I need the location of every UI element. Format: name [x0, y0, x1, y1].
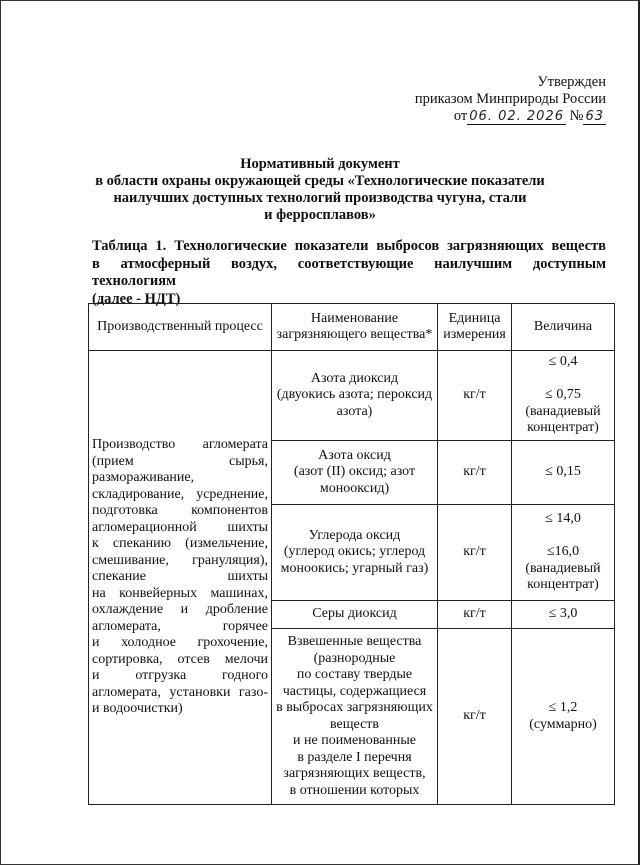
header-substance: Наименование загрязняющего вещества*: [272, 304, 438, 351]
process-line: агломерационной шихты: [92, 519, 268, 535]
value-cell: [512, 601, 615, 629]
unit-cell: кг/т: [438, 601, 512, 629]
approval-line-1: Утвержден: [537, 74, 606, 90]
date-prefix: от: [453, 108, 468, 124]
substance-line: Азота диоксид: [310, 370, 399, 386]
process-line: Производство агломерата: [92, 437, 268, 453]
process-line: агломерата, горячее: [92, 618, 268, 634]
title-line: Нормативный документ: [240, 156, 400, 172]
substance-line: частицы, содержащиеся: [282, 683, 427, 699]
value-line: ≤ 1,2: [548, 700, 578, 715]
substance-cell: [272, 601, 438, 629]
process-line: сортировка, отсев мелочи: [92, 651, 268, 667]
header-unit: Единица измерения: [438, 304, 512, 351]
unit-cell: кг/т: [438, 629, 512, 805]
substance-line: Углерода оксид: [308, 527, 401, 543]
value-line: (ванадиевый: [525, 403, 601, 419]
process-line: складирование, усреднение,: [92, 486, 268, 502]
value-cell: [512, 505, 615, 601]
unit-cell: кг/т: [438, 505, 512, 601]
title-line: наилучших доступных технологий производства чугуна, стали: [113, 190, 527, 206]
caption-line: (далее - НДТ): [92, 290, 181, 307]
process-line: и холодное грохочение,: [92, 635, 268, 651]
substance-line: (разнородные: [313, 650, 396, 666]
substance-line: азота): [336, 403, 373, 419]
value-line: ≤ 0,15: [545, 464, 581, 480]
substance-cell: [272, 505, 438, 601]
substance-line: в выбросах загрязняющих: [276, 700, 433, 715]
substance-cell: [272, 351, 438, 441]
approval-date-line: [415, 108, 606, 125]
value-line: ≤ 0,75: [545, 387, 581, 403]
order-number: 63: [585, 109, 604, 124]
table-header-row: [89, 304, 615, 351]
substance-line: в разделе I перечня: [297, 749, 412, 765]
value-line: ≤16,0: [546, 544, 580, 560]
title-line: и ферросплавов»: [264, 207, 376, 223]
value-line: (ванадиевый: [525, 560, 601, 576]
value-line: [515, 528, 611, 545]
substance-line: Серы диоксид: [312, 606, 397, 622]
substance-line: моноокись; угарный газ): [280, 560, 429, 576]
process-line: подготовка компонентов: [92, 503, 268, 519]
substance-line: и не поименованные: [293, 733, 416, 748]
substance-line: в отношении которых: [289, 782, 420, 798]
substance-line: веществ: [329, 716, 380, 732]
process-line: спекание шихты: [92, 569, 268, 585]
substance-line: (азот (II) оксид; азот: [293, 464, 416, 480]
unit-cell: кг/т: [438, 441, 512, 505]
title-line: в области охраны окружающей среды «Технологические показатели: [95, 173, 545, 189]
header-process: Производственный процесс: [89, 304, 272, 351]
value-line: концентрат): [527, 577, 599, 593]
approval-stamp: [415, 74, 606, 125]
process-line: размораживание,: [92, 470, 195, 486]
substance-line: по составу твердые: [296, 667, 413, 682]
substance-line: монооксид): [319, 480, 390, 496]
unit-cell: кг/т: [438, 351, 512, 441]
caption-line: Таблица 1. Технологические показатели выбросов загрязняющих веществ: [92, 238, 606, 254]
date-value: 06. 02. 2026: [469, 109, 564, 124]
process-line: и водоочистки): [92, 701, 183, 717]
value-line: ≤ 0,4: [548, 354, 578, 370]
substance-line: (углерод окись; углерод: [283, 544, 426, 560]
value-line: [515, 371, 611, 388]
header-value: Величина: [512, 304, 615, 351]
substance-cell: [272, 441, 438, 505]
substance-line: Взвешенные вещества: [287, 634, 422, 649]
process-line: охлаждение и дробление: [92, 602, 268, 618]
value-cell: [512, 629, 615, 805]
substance-line: Азота оксид: [318, 447, 391, 463]
approval-line-2: приказом Минприроды России: [414, 91, 606, 107]
document-title: [60, 156, 580, 224]
substance-line: (двуокись азота; пероксид: [276, 387, 433, 403]
value-line: концентрат): [527, 420, 599, 436]
process-line: агломерата, установки газо-: [92, 684, 268, 700]
process-line: к спеканию (измельчение,: [92, 536, 268, 552]
value-line: (суммарно): [529, 716, 597, 732]
process-line: смешивание, грануляция),: [92, 552, 268, 568]
process-line: и отгрузка годного: [92, 668, 268, 684]
process-cell: [89, 351, 272, 805]
process-line: (прием сырья,: [92, 453, 268, 469]
table-row: [89, 351, 615, 441]
emissions-table: [88, 303, 615, 805]
process-line: на конвейерных машинах,: [92, 585, 268, 601]
value-line: ≤ 14,0: [545, 511, 581, 527]
value-line: ≤ 3,0: [548, 606, 578, 622]
substance-cell: [272, 629, 438, 805]
value-cell: [512, 351, 615, 441]
table-caption: [92, 238, 606, 308]
substance-line: загрязняющих веществ,: [283, 766, 426, 781]
value-cell: [512, 441, 615, 505]
number-sign: №: [569, 108, 584, 124]
caption-line: в атмосферный воздух, соответствующие наилучшим доступным технологиям: [92, 255, 606, 289]
